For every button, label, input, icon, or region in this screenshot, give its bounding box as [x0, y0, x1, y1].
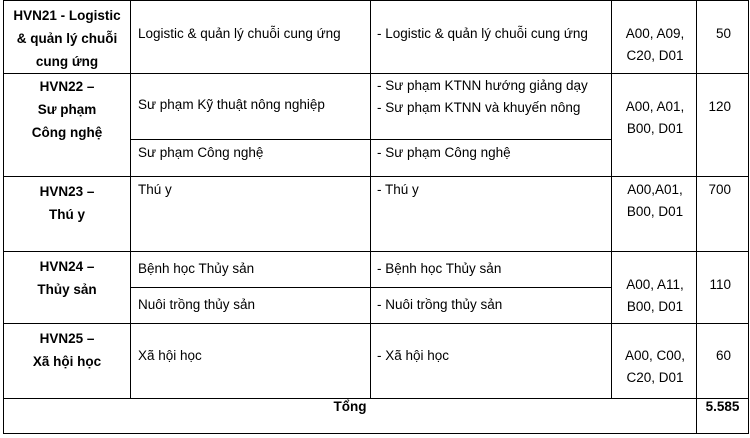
- subject-block-line: A00,A01,: [627, 182, 683, 197]
- program-code-line: Thú y: [49, 207, 85, 222]
- major-cell: Nuôi trồng thủy sản: [131, 288, 371, 324]
- subject-block-line: A00, A09,: [625, 26, 685, 41]
- program-code-line: Công nghệ: [31, 125, 103, 140]
- program-code-line: cung ứng: [35, 54, 99, 69]
- specialization-cell: [371, 140, 612, 177]
- major-cell: Sư phạm Kỹ thuật nông nghiệp: [131, 74, 371, 140]
- specialization-item: - Sư phạm KTNN và khuyến nông: [377, 100, 581, 115]
- specialization-item: - Bệnh học Thủy sản: [377, 261, 502, 276]
- specialization-cell: [371, 324, 612, 399]
- admission-quota-table: [3, 0, 749, 434]
- program-code-line: HVN21 - Logistic: [13, 8, 121, 23]
- program-code-cell: [4, 74, 131, 177]
- subject-block-line: B00, D01: [626, 204, 684, 219]
- major-cell: Bệnh học Thủy sản: [131, 252, 371, 288]
- specialization-cell: [371, 252, 612, 288]
- specialization-item: - Thú y: [377, 182, 419, 197]
- specialization-item: - Xã hội học: [377, 348, 450, 363]
- total-row: [4, 399, 749, 434]
- specialization-cell: [371, 288, 612, 324]
- table-row: [4, 1, 749, 74]
- subject-blocks-cell: [612, 252, 697, 324]
- total-label: Tổng: [4, 399, 697, 434]
- subject-block-line: A00, C00,: [624, 348, 686, 363]
- quota-cell: 700: [697, 177, 749, 252]
- subject-block-line: A00, A01,: [625, 99, 685, 114]
- specialization-cell: [371, 177, 612, 252]
- subject-blocks-cell: [612, 324, 697, 399]
- major-cell: Sư phạm Công nghệ: [131, 140, 371, 177]
- program-code-line: HVN22 –: [39, 79, 95, 94]
- table-row: [4, 324, 749, 399]
- subject-block-line: A00, A11,: [626, 277, 684, 292]
- subject-blocks-cell: [612, 177, 697, 252]
- subject-block-line: B00, D01: [626, 299, 684, 314]
- subject-block-line: B00, D01: [626, 121, 684, 136]
- program-code-cell: [4, 177, 131, 252]
- total-value: 5.585: [697, 399, 749, 434]
- table-row: [4, 177, 749, 252]
- major-cell: Xã hội học: [131, 324, 371, 399]
- quota-cell: 110: [697, 252, 749, 324]
- program-code-line: & quản lý chuỗi: [16, 31, 118, 46]
- subject-blocks-cell: [612, 74, 697, 177]
- table-row: [4, 74, 749, 140]
- specialization-cell: [371, 1, 612, 74]
- subject-blocks-cell: [612, 1, 697, 74]
- quota-cell: 120: [697, 74, 749, 177]
- major-cell: Logistic & quản lý chuỗi cung ứng: [131, 1, 371, 74]
- specialization-item: - Sư phạm KTNN hướng giảng dạy: [377, 78, 588, 93]
- quota-cell: 60: [697, 324, 749, 399]
- subject-block-line: C20, D01: [626, 370, 684, 385]
- specialization-item: - Logistic & quản lý chuỗi cung ứng: [377, 26, 588, 41]
- specialization-item: - Nuôi trồng thủy sản: [377, 297, 503, 312]
- program-code-cell: [4, 324, 131, 399]
- table-row: [4, 252, 749, 288]
- program-code-cell: [4, 1, 131, 74]
- subject-block-line: C20, D01: [626, 48, 684, 63]
- specialization-cell: [371, 74, 612, 140]
- program-code-line: Sư phạm: [37, 102, 97, 117]
- program-code-line: HVN25 –: [39, 331, 95, 346]
- program-code-line: HVN23 –: [39, 184, 95, 199]
- program-code-line: Thủy sản: [37, 282, 97, 297]
- program-code-line: HVN24 –: [39, 259, 95, 274]
- program-code-cell: [4, 252, 131, 324]
- major-cell: Thú y: [131, 177, 371, 252]
- program-code-line: Xã hội học: [32, 354, 102, 369]
- quota-cell: 50: [697, 1, 749, 74]
- specialization-item: - Sư phạm Công nghệ: [377, 145, 511, 160]
